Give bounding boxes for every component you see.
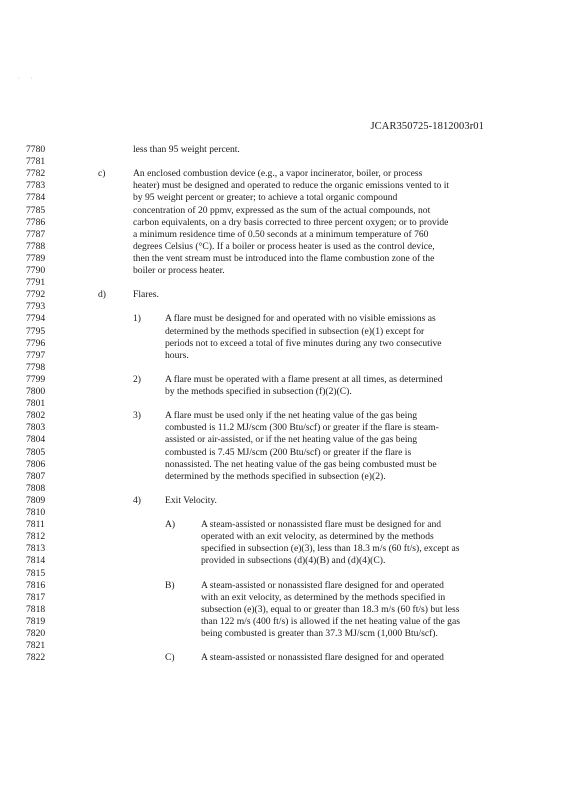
document-line	[0, 289, 566, 301]
document-line	[0, 628, 566, 640]
line-text: by the methods specified in subsection (f)(2)(C).	[165, 386, 352, 397]
document-line	[0, 205, 566, 217]
line-number: 7804	[26, 434, 46, 446]
document-line	[0, 265, 566, 277]
document-line	[0, 350, 566, 362]
document-line	[0, 459, 566, 471]
document-line	[0, 229, 566, 241]
line-number: 7782	[26, 168, 46, 180]
document-line	[0, 410, 566, 422]
line-text: heater) must be designed and operated to reduce the organic emissions vented to it	[133, 180, 450, 192]
scan-speck-marks: · ·	[18, 76, 33, 82]
document-line	[0, 313, 566, 325]
line-text: less than 95 weight percent.	[133, 144, 240, 155]
list-label: c)	[98, 168, 106, 180]
document-line	[0, 144, 566, 156]
document-line	[0, 434, 566, 446]
line-text: periods not to exceed a total of five minutes during any two consecutive	[165, 337, 442, 349]
line-text: assisted or air-assisted, or if the net heating value of the gas being	[165, 434, 418, 446]
line-text: subsection (e)(3), equal to or greater than 18.3 m/s (60 ft/s) but less	[201, 603, 460, 615]
line-text: hours.	[165, 349, 189, 361]
document-line	[0, 398, 566, 410]
line-number: 7793	[26, 301, 46, 313]
document-line	[0, 241, 566, 253]
line-text: A steam-assisted or nonassisted flare must be designed for and	[201, 519, 442, 531]
document-line	[0, 217, 566, 229]
line-text: nonassisted. The net heating value of the gas being combusted must be	[165, 458, 437, 470]
line-number: 7789	[26, 252, 46, 264]
line-text: A flare must be operated with a flame present at all times, as determined	[165, 373, 443, 385]
line-number: 7822	[26, 652, 46, 664]
line-number: 7807	[26, 470, 46, 482]
line-number: 7790	[26, 265, 46, 276]
list-label: C)	[165, 652, 175, 664]
document-line	[0, 483, 566, 495]
line-number: 7803	[26, 422, 46, 434]
document-line	[0, 652, 566, 664]
line-number: 7796	[26, 337, 46, 349]
line-number: 7813	[26, 543, 46, 555]
line-text: determined by the methods specified in subsection (e)(1) except for	[165, 325, 425, 337]
list-label: B)	[165, 579, 175, 591]
document-line	[0, 192, 566, 204]
line-number: 7791	[26, 277, 46, 289]
line-number: 7810	[26, 507, 46, 518]
line-number: 7802	[26, 410, 46, 422]
line-text: combusted is 7.45 MJ/scm (200 Btu/scf) or greater if the flare is	[165, 446, 412, 458]
line-number: 7781	[26, 156, 46, 168]
line-text: by 95 weight percent or greater; to achieve a total organic compound	[133, 192, 398, 204]
document-line	[0, 640, 566, 652]
line-text: than 122 m/s (400 ft/s) is allowed if the net heating value of the gas	[201, 615, 460, 627]
line-number: 7783	[26, 180, 46, 192]
line-number: 7819	[26, 615, 46, 627]
list-label: 3)	[133, 410, 141, 422]
line-number: 7805	[26, 446, 46, 458]
document-line	[0, 543, 566, 555]
line-number: 7821	[26, 640, 46, 652]
line-number: 7817	[26, 591, 46, 603]
document-line	[0, 168, 566, 180]
document-line	[0, 180, 566, 192]
line-number: 7784	[26, 192, 46, 204]
line-text: A flare must be used only if the net heating value of the gas being	[165, 410, 418, 422]
document-line	[0, 447, 566, 459]
line-number: 7787	[26, 228, 46, 240]
document-line	[0, 604, 566, 616]
list-label: A)	[165, 519, 176, 531]
line-number: 7788	[26, 240, 46, 252]
list-label: 2)	[133, 373, 141, 385]
line-number: 7785	[26, 204, 46, 216]
line-text: combusted is 11.2 MJ/scm (300 Btu/scf) or greater if the flare is steam-	[165, 422, 439, 434]
line-number: 7780	[26, 144, 46, 155]
line-number: 7816	[26, 579, 46, 591]
line-number: 7806	[26, 458, 46, 470]
line-text: A steam-assisted or nonassisted flare designed for and operated	[201, 579, 444, 591]
document-line	[0, 386, 566, 398]
line-text: determined by the methods specified in subsection (e)(2).	[165, 470, 386, 482]
document-line	[0, 374, 566, 386]
line-number: 7814	[26, 555, 46, 567]
list-label: d)	[98, 289, 106, 301]
line-text: An enclosed combustion device (e.g., a vapor incinerator, boiler, or process	[133, 168, 423, 180]
list-label: 1)	[133, 313, 141, 325]
document-line	[0, 471, 566, 483]
document-line	[0, 253, 566, 265]
line-number: 7811	[26, 519, 45, 531]
document-line	[0, 568, 566, 580]
line-text: concentration of 20 ppmv, expressed as the sum of the actual compounds, not	[133, 204, 431, 216]
document-line	[0, 507, 566, 519]
line-text: then the vent stream must be introduced into the flame combustion zone of the	[133, 252, 435, 264]
line-number: 7798	[26, 361, 46, 373]
document-line	[0, 422, 566, 434]
line-number: 7786	[26, 216, 46, 228]
line-number: 7812	[26, 531, 46, 543]
line-text: being combusted is greater than 37.3 MJ/scm (1,000 Btu/scf).	[201, 628, 438, 639]
line-number: 7815	[26, 567, 46, 579]
line-number: 7818	[26, 603, 46, 615]
document-line	[0, 555, 566, 567]
line-number: 7808	[26, 482, 46, 494]
line-text: boiler or process heater.	[133, 265, 225, 276]
document-line	[0, 592, 566, 604]
line-text: Flares.	[133, 289, 159, 301]
document-line	[0, 495, 566, 507]
line-text: a minimum residence time of 0.50 seconds at a minimum temperature of 760	[133, 228, 429, 240]
line-text: A steam-assisted or nonassisted flare designed for and operated	[201, 652, 444, 664]
line-number: 7820	[26, 628, 46, 639]
line-number: 7809	[26, 494, 46, 506]
line-text: degrees Celsius (°C). If a boiler or process heater is used as the control device,	[133, 240, 435, 252]
document-line	[0, 616, 566, 628]
line-number: 7794	[26, 313, 46, 325]
line-text: specified in subsection (e)(3), less than 18.3 m/s (60 ft/s), except as	[201, 543, 460, 555]
line-text: Exit Velocity.	[165, 494, 217, 506]
document-line	[0, 301, 566, 313]
line-text: A flare must be designed for and operated with no visible emissions as	[165, 313, 436, 325]
document-line	[0, 277, 566, 289]
line-number: 7797	[26, 349, 46, 361]
line-number: 7800	[26, 386, 46, 397]
document-line	[0, 156, 566, 168]
document-line	[0, 531, 566, 543]
line-number: 7795	[26, 325, 46, 337]
line-text: operated with an exit velocity, as determined by the methods	[201, 531, 434, 543]
document-id: JCAR350725-1812003r01	[370, 121, 484, 132]
list-label: 4)	[133, 494, 141, 506]
document-line	[0, 519, 566, 531]
document-line	[0, 338, 566, 350]
line-text: provided in subsections (d)(4)(B) and (d)(4)(C).	[201, 555, 386, 567]
line-text: carbon equivalents, on a dry basis corrected to three percent oxygen; or to provide	[133, 216, 449, 228]
document-line	[0, 326, 566, 338]
document-line	[0, 580, 566, 592]
line-text: with an exit velocity, as determined by the methods specified in	[201, 591, 446, 603]
line-number: 7801	[26, 398, 46, 410]
line-number: 7792	[26, 289, 46, 301]
line-number: 7799	[26, 373, 46, 385]
document-line	[0, 362, 566, 374]
